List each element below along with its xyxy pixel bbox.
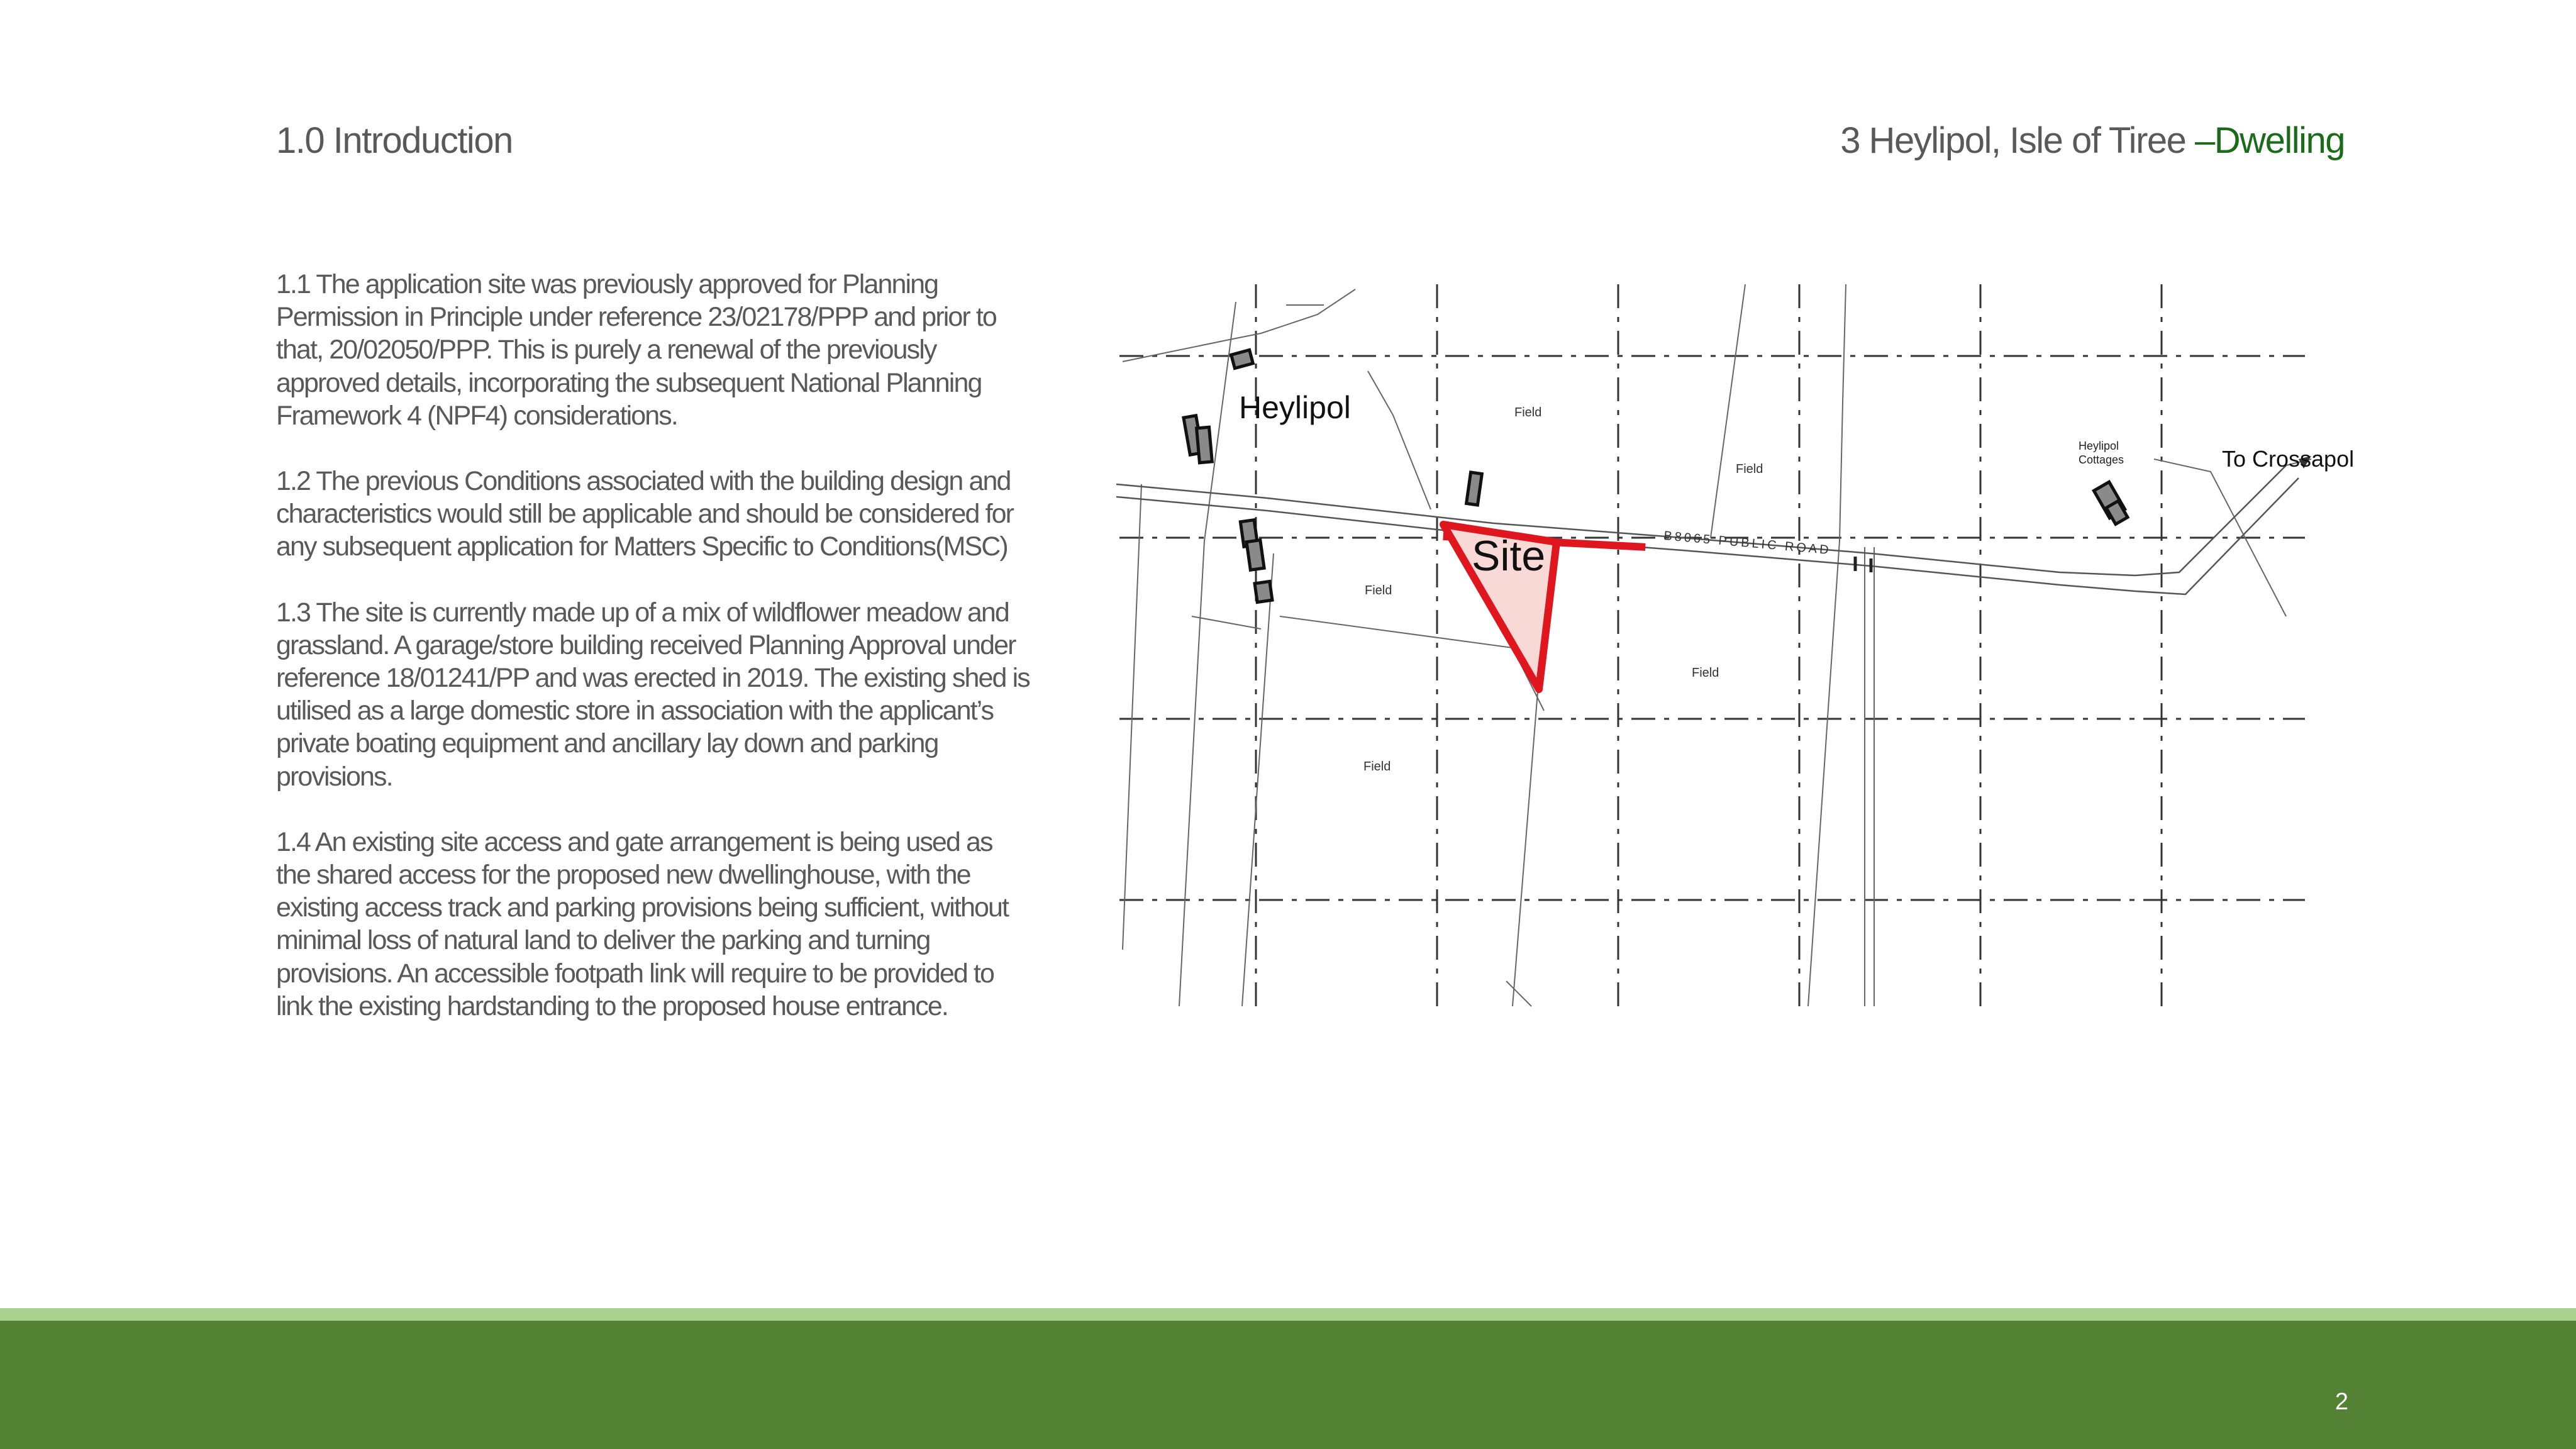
field-label-5: Field (1363, 760, 1391, 774)
field-label-1: Field (1514, 406, 1542, 419)
site-location-map (1116, 277, 2365, 1009)
project-title (1840, 116, 2345, 165)
field-label-4: Field (1692, 666, 1719, 680)
footer-band (0, 1321, 2576, 1449)
paragraph-1-4: 1.4 An existing site access and gate arrangement is being used as the shared access for the proposed new dwellinghouse, with the existing access track and parking provisions being sufficient, without minimal loss of natural land to deliver the parking and turning provisions. An accessible footpath link will require to be provided to link the existing hardstanding to the proposed house entrance. (276, 826, 1009, 1021)
field-label-2: Field (1736, 462, 1763, 476)
cottages-label-line1: Heylipol (2079, 440, 2119, 452)
footer-highlight-band (0, 1308, 2576, 1321)
paragraph-1-3: 1.3 The site is currently made up of a mix of wildflower meadow and grassland. A garage/store building received Planning Approval under reference 18/01241/PP and was erected in 2019. The existing shed is utilised as a large domestic store in association with the applicant’s private boating equipment and ancillary lay down and parking provisions. (276, 597, 1030, 792)
project-separator: – (2195, 120, 2214, 161)
project-kind: Dwelling (2214, 120, 2345, 161)
paragraph-1-2: 1.2 The previous Conditions associated with the building design and characteristics would still be applicable and should be considered for any subsequent application for Matters Specific to Conditions(MSC) (276, 466, 1014, 562)
site-label: Site (1472, 532, 1546, 580)
road-label: B8065 PUBLIC ROAD (1663, 529, 1832, 558)
cottages-label-line2: Cottages (2079, 453, 2124, 466)
section-title: 1.0 Introduction (276, 120, 513, 161)
site-location-map-drawing (1116, 277, 2365, 1009)
introduction-text (276, 268, 1031, 1055)
public-road (1116, 465, 2299, 594)
page-number: 2 (2334, 1389, 2348, 1415)
paragraph-1-1: 1.1 The application site was previously approved for Planning Permission in Principle under reference 23/02178/PPP and prior to that, 20/02050/PPP. This is purely a renewal of the previously approved details, incorporating the subsequent National Planning Framework 4 (NPF4) considerations. (276, 269, 996, 431)
field-label-3: Field (1365, 584, 1392, 597)
heylipol-label: Heylipol (1239, 390, 1351, 425)
project-place: 3 Heylipol, Isle of Tiree (1840, 120, 2186, 161)
crossapol-label: To Crossapol (2222, 446, 2355, 472)
